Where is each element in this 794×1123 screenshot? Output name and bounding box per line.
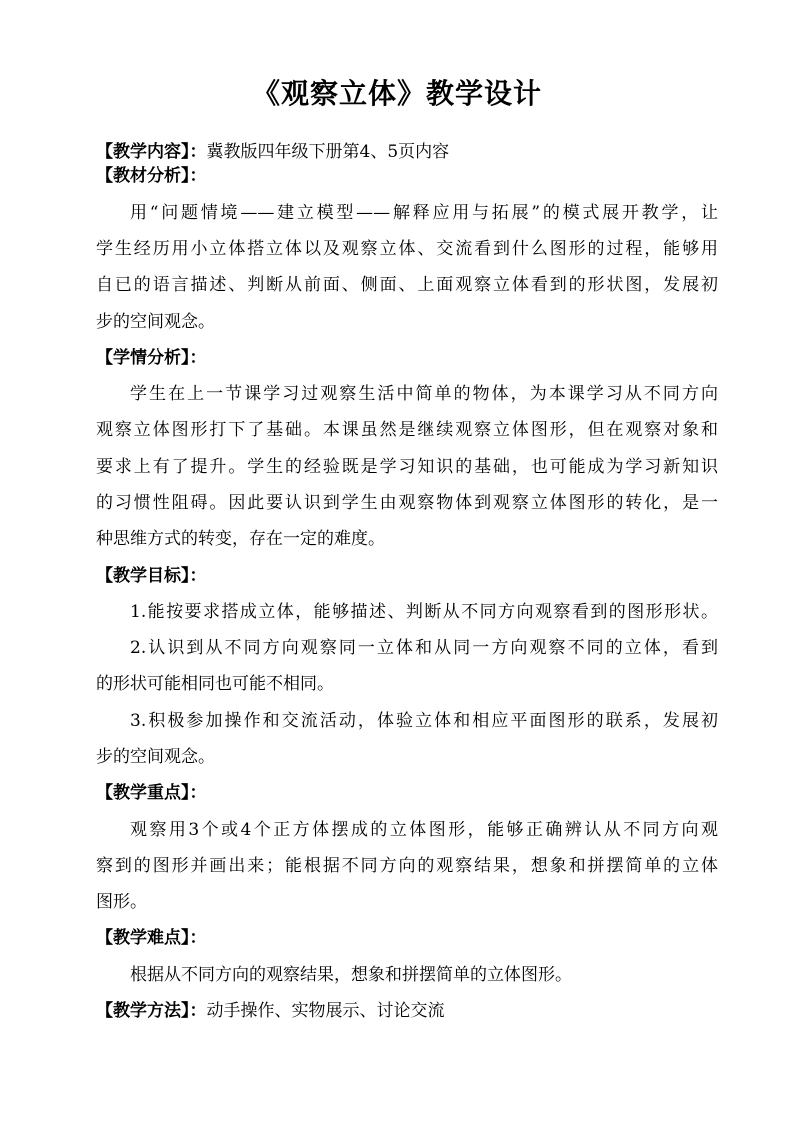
student-analysis-line: 学生在上一节课学习过观察生活中简单的物体，为本课学习从不同方向 — [130, 384, 718, 404]
teaching-content-label: 【教学内容】： — [96, 142, 207, 162]
teaching-methods-text: 动手操作、实物展示、讨论交流 — [206, 1001, 445, 1021]
student-analysis-label: 【学情分析】： — [96, 348, 207, 368]
material-analysis-line: 学生经历用小立体搭立体以及观察立体、交流看到什么图形的过程，能够用 — [96, 239, 718, 259]
teaching-content-text: 冀教版四年级下册第4、5页内容 — [206, 142, 450, 162]
teaching-goal-line: 的形状可能相同也可能不相同。 — [96, 674, 334, 694]
key-points-label: 【教学重点】： — [96, 783, 207, 803]
teaching-goals-label: 【教学目标】： — [96, 566, 207, 586]
teaching-goal-line: 步的空间观念。 — [96, 747, 215, 767]
difficulties-label: 【教学难点】： — [96, 928, 207, 948]
student-analysis-line: 的习惯性阻碍。因此要认识到学生由观察物体到观察立体图形的转化，是一 — [96, 493, 718, 513]
key-points-line: 图形。 — [96, 892, 147, 912]
teaching-goal-line: 1.能按要求搭成立体，能够描述、判断从不同方向观察看到的图形形状。 — [130, 602, 718, 622]
student-analysis-line: 要求上有了提升。学生的经验既是学习知识的基础，也可能成为学习新知识 — [96, 457, 718, 477]
material-analysis-line: 自已的语言描述、判断从前面、侧面、上面观察立体看到的形状图，发展初 — [96, 275, 718, 295]
student-analysis-line: 种思维方式的转变，存在一定的难度。 — [96, 529, 385, 549]
student-analysis-line: 观察立体图形打下了基础。本课虽然是继续观察立体图形，但在观察对象和 — [96, 420, 718, 440]
key-points-line: 观察用3个或4个正方体摆成的立体图形，能够正确辨认从不同方向观 — [130, 820, 718, 840]
teaching-methods-label: 【教学方法】： — [96, 1001, 207, 1021]
material-analysis-label: 【教材分析】： — [96, 166, 207, 186]
material-analysis-line: 步的空间观念。 — [96, 312, 215, 332]
material-analysis-line: 用“问题情境——建立模型——解释应用与拓展”的模式展开教学，让 — [130, 203, 718, 223]
difficulties-line: 根据从不同方向的观察结果，想象和拼摆简单的立体图形。 — [130, 965, 572, 985]
document-title: 《观察立体》教学设计 — [251, 77, 542, 110]
key-points-line: 察到的图形并画出来；能根据不同方向的观察结果，想象和拼摆简单的立体 — [96, 856, 718, 876]
teaching-content-row — [96, 140, 718, 164]
teaching-methods-row — [96, 999, 718, 1023]
teaching-goal-line: 3.积极参加操作和交流活动，体验立体和相应平面图形的联系，发展初 — [130, 711, 718, 731]
teaching-goal-line: 2.认识到从不同方向观察同一立体和从同一方向观察不同的立体，看到 — [130, 638, 718, 658]
